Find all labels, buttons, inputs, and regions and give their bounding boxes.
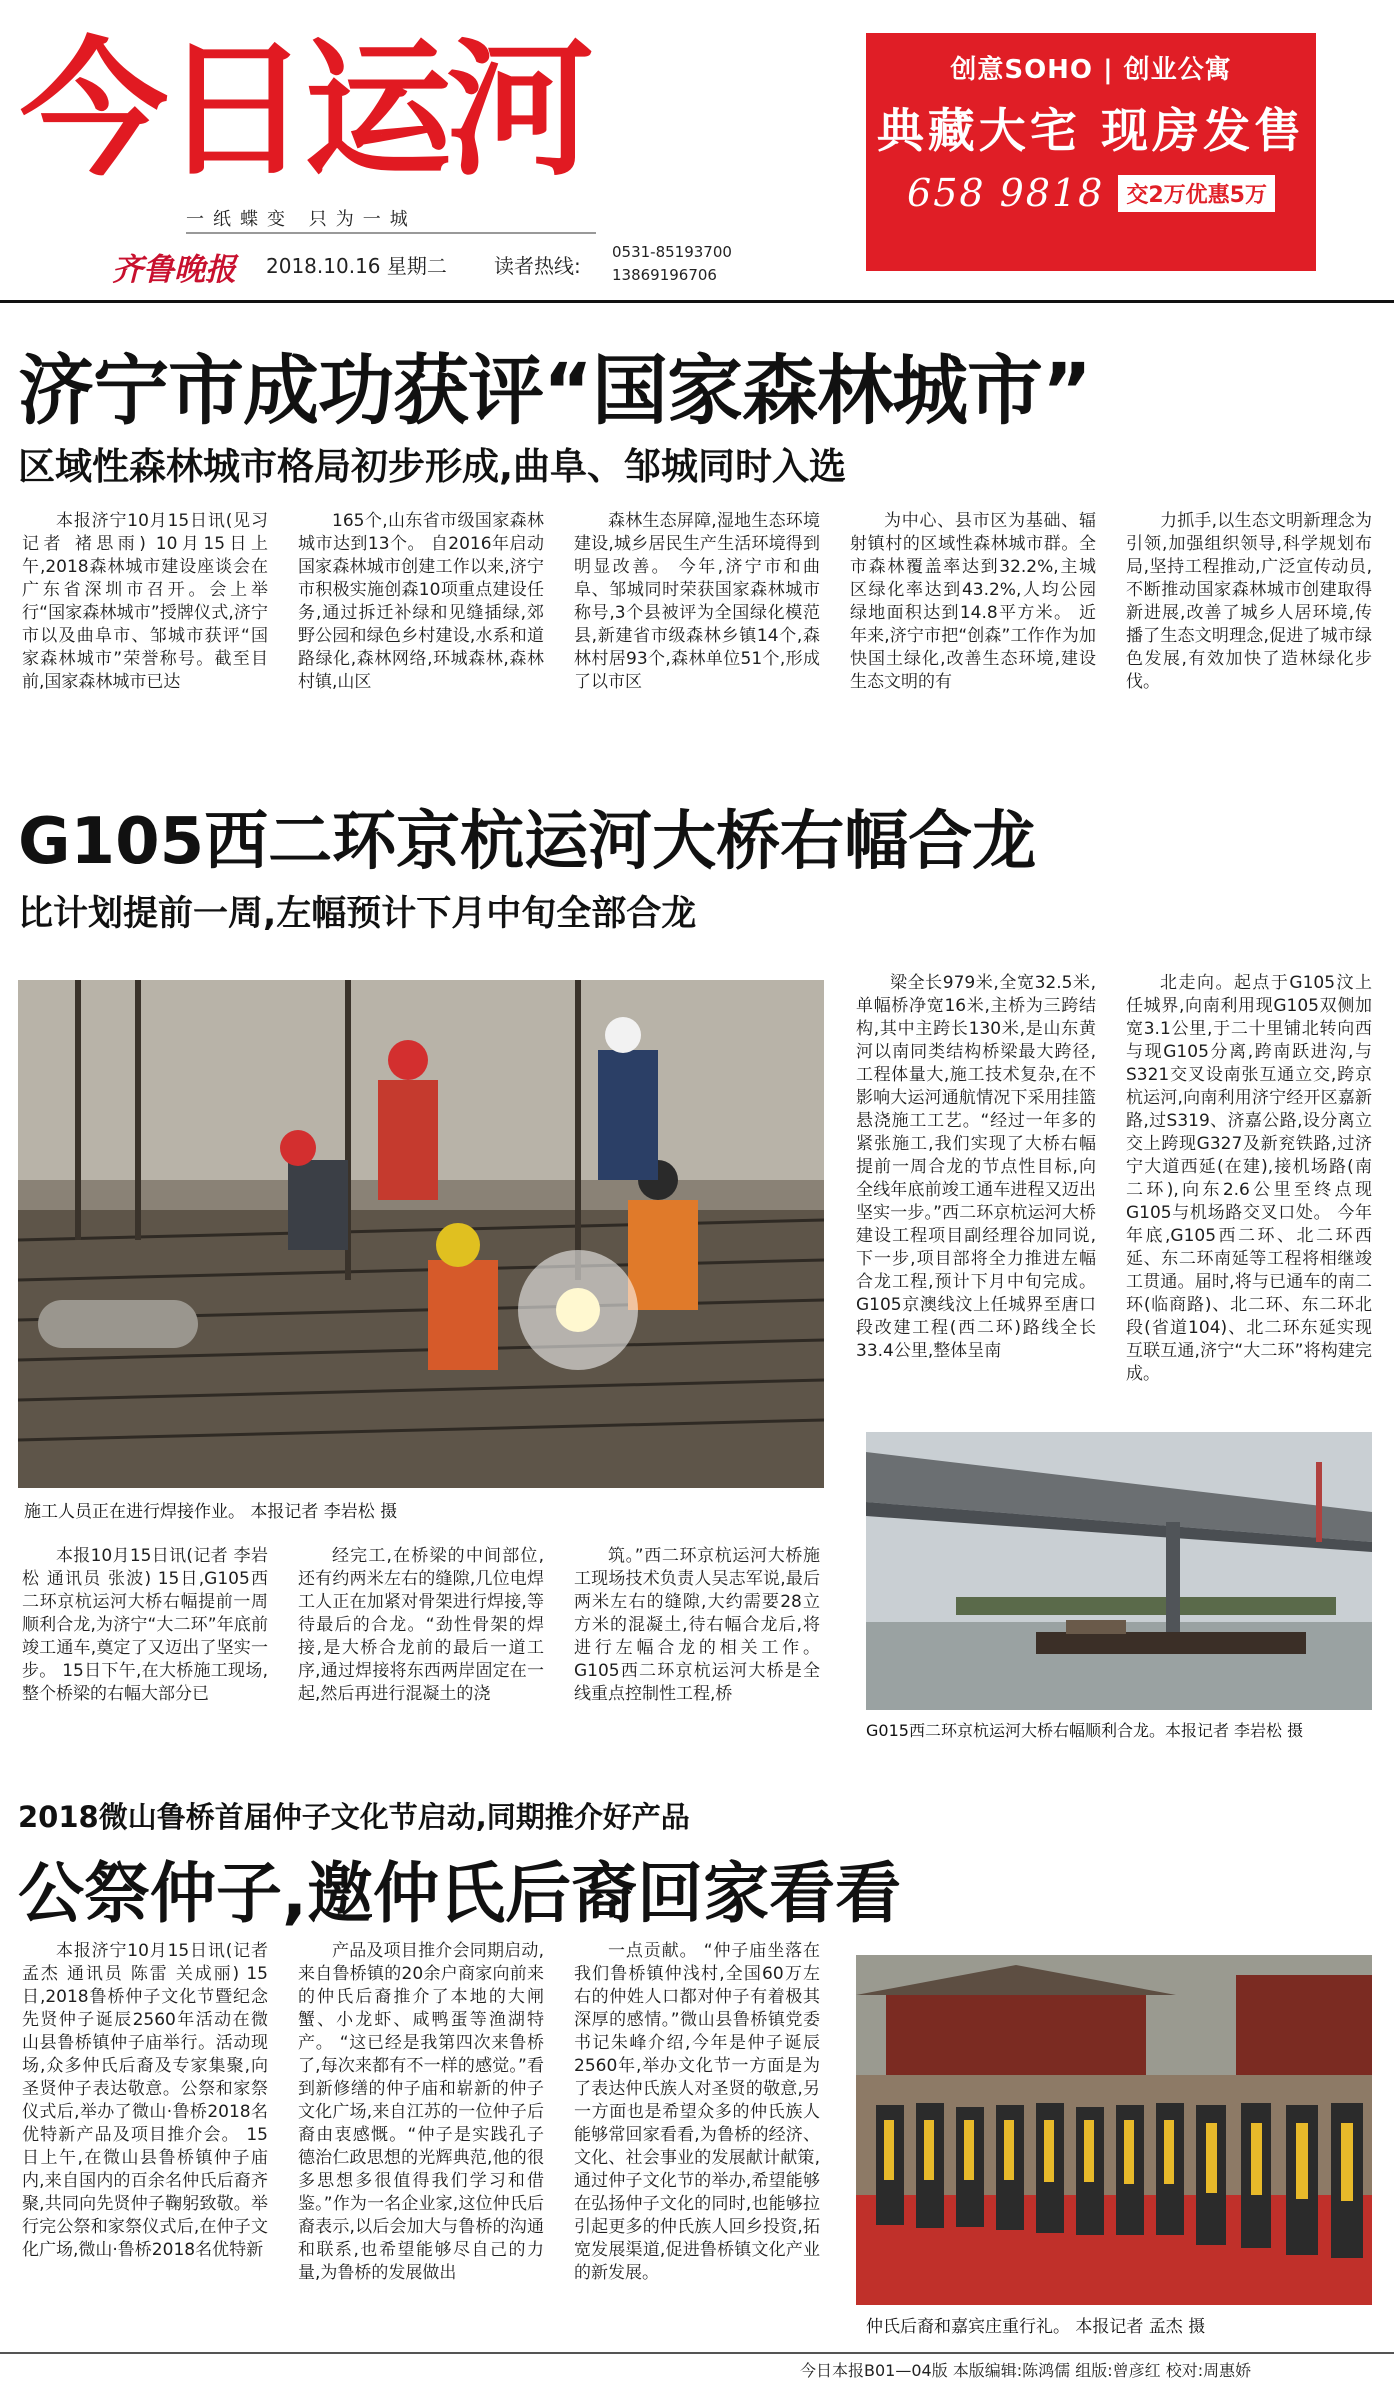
story3-column-2: 产品及项目推介会同期启动,来自鲁桥镇的20余户商家向前来的仲氏后裔推介了本地的大闸蟹、小龙虾、咸鸭蛋等渔湖特产。 “这已经是我第四次来鲁桥了,每次来都有不一样的感觉。”看到新修缮的仲子庙和崭新的仲子文化广场,来自江苏的一位仲子后裔由衷感慨。“仲子是实践孔子德治仁政思想的光辉典范,他的很多思想多很值得我们学习和借鉴。”作为一名企业家,这位仲氏后裔表示,以后会加大与鲁桥的沟通和联系,也希望能够尽自己的力量,为鲁桥的发展做出 xyxy=(298,1941,544,2283)
ad-brand-line: 创意SOHO | 创业公寓 xyxy=(950,55,1232,85)
ad-main-slogan: 典藏大宅 现房发售 xyxy=(876,104,1306,159)
hotline-number-1: 0531-85193700 xyxy=(612,243,732,261)
ad-offer-badge: 交2万优惠5万 xyxy=(1118,175,1275,212)
masthead-slogan: 一纸蝶变 只为一城 xyxy=(186,209,417,230)
story2-headline: G105西二环京杭运河大桥右幅合龙 xyxy=(18,805,1037,879)
masthead-logo: 今日运河 xyxy=(20,28,588,193)
brand-logo: 齐鲁晚报 xyxy=(112,252,236,288)
story1-column-3: 森林生态屏障,湿地生态环境建设,城乡居民生产生活环境得到明显改善。 今年,济宁市和曲阜、邹城同时荣获国家森林城市称号,3个县被评为全国绿化模范县,新建省市级森林乡镇14个,森林村居93个,森林单位51个,形成了以市区 xyxy=(574,511,820,692)
hotline-label: 读者热线: xyxy=(494,254,581,278)
story1-column-5: 力抓手,以生态文明新理念为引领,加强组织领导,科学规划布局,坚持工程推动,广泛宣传动员,不断推动国家森林城市创建取得新进展,改善了城乡人居环境,传播了生态文明理念,促进了城市绿色发展,有效加快了造林绿化步伐。 xyxy=(1126,511,1372,692)
story2-column-2: 经完工,在桥梁的中间部位,还有约两米左右的缝隙,几位电焊工人正在加紧对骨架进行焊接,等待最后的合龙。“劲性骨架的焊接,是大桥合龙前的最后一道工序,通过焊接将东西两岸固定在一起,然后再进行混凝土的浇 xyxy=(298,1546,544,1704)
ceremony-photo-caption: 仲氏后裔和嘉宾庄重行礼。 本报记者 孟杰 摄 xyxy=(866,2317,1206,2337)
story2-subhead: 比计划提前一周,左幅预计下月中旬全部合龙 xyxy=(18,894,697,934)
story2-column-right-2: 北走向。起点于G105汶上任城界,向南利用现G105双侧加宽3.1公里,于二十里铺北转向西与现G105分离,跨南跃进沟,与S321交叉设南张互通立交,跨京杭运河,向南利用济宁经开区嘉新路,过S319、济嘉公路,设分离立交上跨现G327及新兖铁路,过济宁大道西延(在建),接机场路(南二环),向东2.6公里至终点现G105与机场路交叉口处。 今年年底,G105西二环、北二环西延、东二环南延等工程将相继竣工贯通。届时,将与已通车的南二环(临商路)、北二环、东二环北段(省道104)、北二环东延实现互联互通,济宁“大二环”将构建完成。 xyxy=(1126,973,1372,1384)
story1-column-4: 为中心、县市区为基础、辐射镇村的区域性森林城市群。全市森林覆盖率达到32.2%,主城区绿化率达到43.2%,人均公园绿地面积达到14.8平方米。 近年来,济宁市把“创森”工作作为加快国土绿化,改善生态环境,建设生态文明的有 xyxy=(850,511,1096,692)
hotline-number-2: 13869196706 xyxy=(612,266,717,284)
footer-divider xyxy=(0,2352,1394,2354)
story1-column-2: 165个,山东省市级国家森林城市达到13个。 自2016年启动国家森林城市创建工作以来,济宁市积极实施创森10项重点建设任务,通过拆迁补绿和见缝插绿,郊野公园和绿色乡村建设,水系和道路绿化,森林网络,环城森林,森林村镇,山区 xyxy=(298,511,544,692)
story2-column-3: 筑。”西二环京杭运河大桥施工现场技术负责人吴志军说,最后两米左右的缝隙,大约需要28立方米的混凝土,待右幅合龙后,将进行左幅合龙的相关工作。 G105西二环京杭运河大桥是全线重点控制性工程,桥 xyxy=(574,1546,820,1704)
bridge-photo xyxy=(866,1432,1372,1710)
bridge-photo-caption: G015西二环京杭运河大桥右幅顺利合龙。本报记者 李岩松 摄 xyxy=(866,1721,1304,1740)
page-footer: 今日本报B01—04版 本版编辑:陈鸿儒 组版:曾彦红 校对:周惠娇 xyxy=(800,2361,1252,2380)
welding-photo-caption: 施工人员正在进行焊接作业。 本报记者 李岩松 摄 xyxy=(24,1502,398,1522)
issue-date: 2018.10.16 星期二 xyxy=(266,254,447,278)
story1-subhead: 区域性森林城市格局初步形成,曲阜、邹城同时入选 xyxy=(18,445,847,488)
masthead-divider xyxy=(0,300,1394,303)
real-estate-ad[interactable] xyxy=(866,33,1316,271)
ceremony-photo xyxy=(856,1955,1372,2305)
story1-headline: 济宁市成功获评“国家森林城市” xyxy=(18,346,1091,435)
story1-column-1: 本报济宁10月15日讯(见习记者 褚思雨) 10月15日上午,2018森林城市建设座谈会在广东省深圳市召开。会上举行“国家森林城市”授牌仪式,济宁市以及曲阜市、邹城市获评“国家森林城市”荣誉称号。截至目前,国家森林城市已达 xyxy=(22,511,268,692)
story3-column-3: 一点贡献。 “仲子庙坐落在我们鲁桥镇仲浅村,全国60万左右的仲姓人口都对仲子有着极其深厚的感情。”微山县鲁桥镇党委书记朱峰介绍,今年是仲子诞辰2560年,举办文化节一方面是为了表达仲氏族人对圣贤的敬意,另一方面也是希望众多的仲氏族人能够常回家看看,为鲁桥的经济、文化、社会事业的发展献计献策,通过仲子文化节的举办,希望能够在弘扬仲子文化的同时,也能够拉引起更多的仲氏族人回乡投资,拓宽发展渠道,促进鲁桥镇文化产业的新发展。 xyxy=(574,1941,820,2283)
story3-headline: 公祭仲子,邀仲氏后裔回家看看 xyxy=(18,1855,902,1932)
story3-column-1: 本报济宁10月15日讯(记者 孟杰 通讯员 陈雷 关成丽) 15日,2018鲁桥仲子文化节暨纪念先贤仲子诞辰2560年活动在微山县鲁桥镇仲子庙举行。活动现场,众多仲氏后裔及专家集聚,向圣贤仲子表达敬意。公祭和家祭仪式后,举办了微山·鲁桥2018名优特新产品及项目推介会。 15日上午,在微山县鲁桥镇仲子庙内,来自国内的百余名仲氏后裔齐聚,共同向先贤仲子鞠躬致敬。举行完公祭和家祭仪式后,在仲子文化广场,微山·鲁桥2018名优特新 xyxy=(22,1941,268,2260)
slogan-divider xyxy=(186,232,596,234)
welding-photo xyxy=(18,980,824,1488)
story3-kicker: 2018微山鲁桥首届仲子文化节启动,同期推介好产品 xyxy=(18,1800,690,1834)
story2-column-right-1: 梁全长979米,全宽32.5米,单幅桥净宽16米,主桥为三跨结构,其中主跨长130米,是山东黄河以南同类结构桥梁最大跨径,工程体量大,施工技术复杂,在不影响大运河通航情况下采用挂篮悬浇施工工艺。“经过一年多的紧张施工,我们实现了大桥右幅提前一周合龙的节点性目标,向全线年底前竣工通车进程又迈出坚实一步。”西二环京杭运河大桥建设工程项目副经理谷加同说,下一步,项目部将全力推进左幅合龙工程,预计下月中旬完成。 G105京澳线汶上任城界至唐口段改建工程(西二环)路线全长33.4公里,整体呈南 xyxy=(856,973,1096,1361)
story2-column-1: 本报10月15日讯(记者 李岩松 通讯员 张波) 15日,G105西二环京杭运河大桥右幅提前一周顺利合龙,为济宁“大二环”年底前竣工通车,奠定了又迈出了坚实一步。 15日下午,在大桥施工现场,整个桥梁的右幅大部分已 xyxy=(22,1546,268,1704)
ad-phone: 658 9818 xyxy=(907,171,1105,215)
